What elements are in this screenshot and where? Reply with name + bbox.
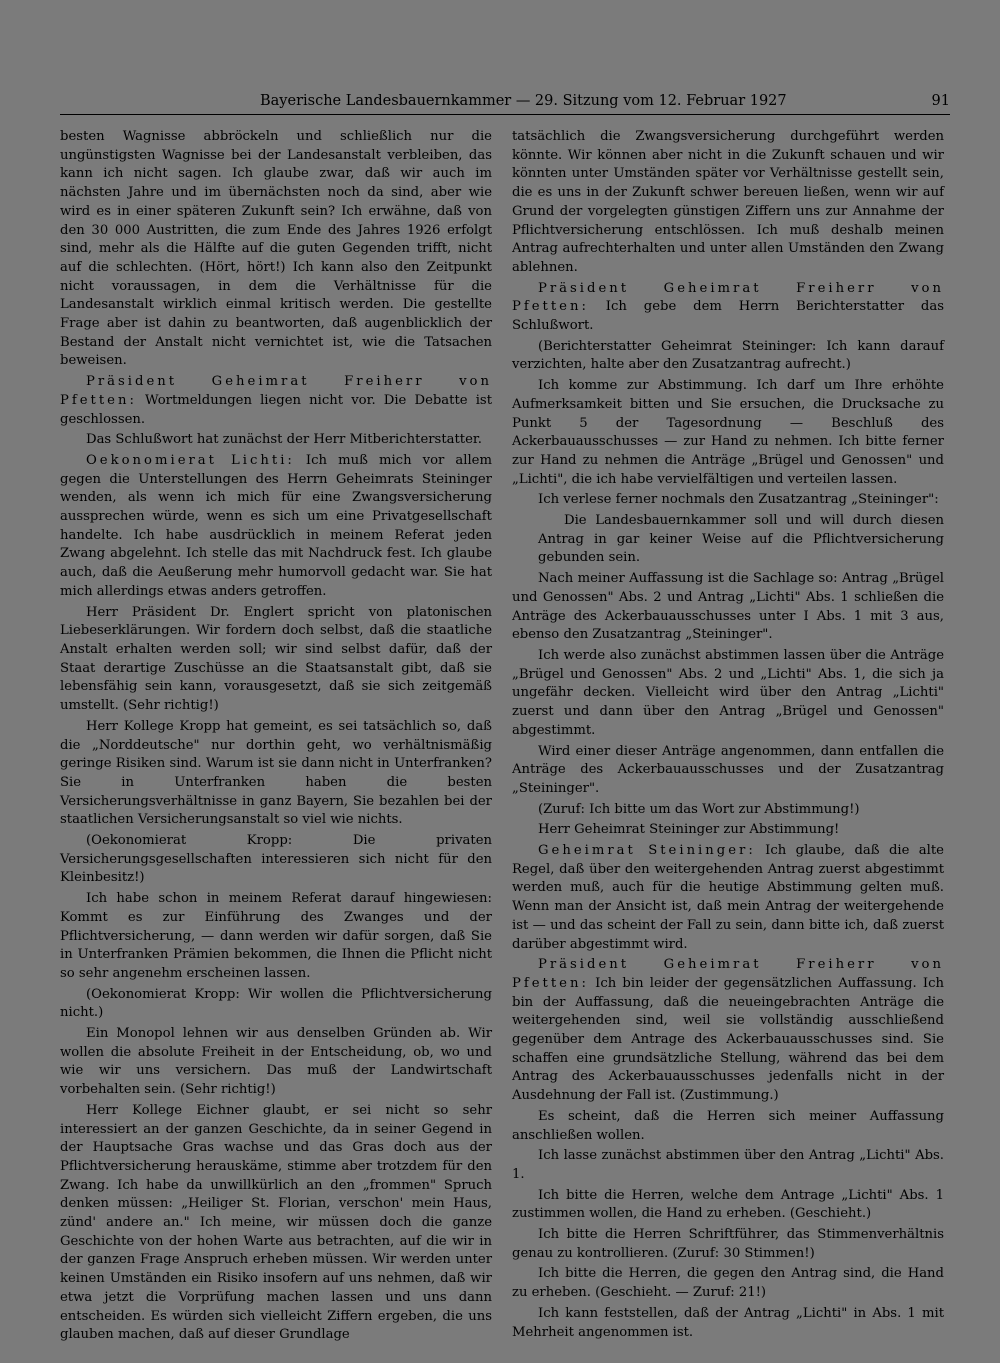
- speech-text: Ich muß mich vor allem gegen die Unterstellungen des Herrn Geheimrats Steininger wenden, als wenn ich mich für eine Zwangsversicherung aussprechen würde, wenn es sich um eine Privatgesellschaft handelte. Ich habe ausdrücklich in meinem Referat jeden Zwang abgelehnt. Ich stelle das mit Nachdruck fest. Ich glaube auch, daß die Aeußerung mehr humorvoll gedacht war. Sie hat mich allerdings etwas anders getroffen.: [60, 452, 492, 599]
- running-header: [60, 90, 950, 112]
- paragraph: Ich bitte die Herren Schriftführer, das Stimmenverhältnis genau zu kontrollieren. (Zuruf: 30 Stimmen!): [512, 1227, 944, 1261]
- paragraph: [512, 842, 944, 954]
- paragraph: Ich werde also zunächst abstimmen lassen über die Anträge „Brügel und Genossen" Abs. 2 und „Lichti" Abs. 1, die sich ja ungefähr decken. Vielleicht wird über den Antrag „Lichti" zuerst und dann über den Antrag „Brügel und Genossen" abgestimmt.: [512, 647, 944, 738]
- speech-text: Ich bin leider der gegensätzlichen Auffassung. Ich bin der Auffassung, daß die neueingebrachten Anträge die weitergehenden sind, weil sie vollständig ausschließend gegenüber dem Antrage des Ackerbauausschusses sind. Sie schaffen eine grundsätzliche Stellung, während das bei dem Antrag des Ackerbauausschusses jedenfalls nicht in der Ausdehnung der Fall ist. (Zustimmung.): [512, 975, 944, 1104]
- paragraph: (Berichterstatter Geheimrat Steininger: Ich kann darauf verzichten, halte aber den Zusatzantrag aufrecht.): [512, 338, 944, 373]
- paragraph: Es scheint, daß die Herren sich meiner Auffassung anschließen wollen.: [512, 1108, 944, 1143]
- paragraph: Nach meiner Auffassung ist die Sachlage so: Antrag „Brügel und Genossen" Abs. 2 und Antrag „Lichti" Abs. 1 schließen die Anträge des Ackerbauausschusses unter I Abs. 1 mit 3 aus, ebenso den Zusatzantrag „Steininger".: [512, 571, 944, 643]
- paragraph: Herr Kollege Eichner glaubt, er sei nicht so sehr interessiert an der ganzen Geschichte, da in seiner Gegend in der Hauptsache Gras wachse und das Gras doch aus der Pflichtversicherung herauskäme, stimme aber trotzdem für den Zwang. Ich habe da unwillkürlich an den „frommen" Spruch denken müssen: „Heiliger St. Florian, verschon' mein Haus, zünd' andere an." Ich meine, wir müssen doch die ganze Geschichte von der hohen Warte aus betrachten, auf die wir in der ganzen Frage Anspruch erheben müssen. Wir werden unter keinen Umständen ein Risiko insofern auf uns nehmen, daß wir etwa jetzt die Vorprüfung machen lassen und uns dann entscheiden. Es würden sich vielleicht Ziffern ergeben, die uns glauben machen, daß auf dieser Grundlage: [60, 1102, 492, 1343]
- paragraph: Herr Kollege Kropp hat gemeint, es sei tatsächlich so, daß die „Norddeutsche" nur dorthin geht, wo verhältnismäßig geringe Risiken sind. Warum ist sie dann nicht in Unterfranken? Sie in Unterfranken haben die besten Versicherungsverhältnisse in ganz Bayern, Sie bezahlen bei der staatlichen Versicherungsanstalt so viel wie nichts.: [60, 718, 492, 828]
- speaker-name: Präsident Geheimrat Freiherr von Pfetten:: [512, 280, 944, 315]
- page-number: 91: [931, 93, 950, 109]
- paragraph: tatsächlich die Zwangsversicherung durchgeführt werden könnte. Wir können aber nicht in die Zukunft schauen und wir könnten unter Umständen später vor Verhältnisse gestellt sein, die es uns in der Zukunft schwer bereuen ließen, wenn wir auf Grund der vorgelegten günstigen Ziffern uns zur Annahme der Pflichtversicherung entschlössen. Ich muß deshalb meinen Antrag aufrechterhalten und unter allen Umständen den Zwang ablehnen.: [512, 129, 944, 275]
- paragraph: Ich bitte die Herren, welche dem Antrage „Lichti" Abs. 1 zustimmen wollen, die Hand zu erheben. (Geschieht.): [512, 1187, 944, 1222]
- speech-text: Wortmeldungen liegen nicht vor. Die Debatte ist geschlossen.: [60, 392, 492, 427]
- paragraph: (Zuruf: Ich bitte um das Wort zur Abstimmung!): [538, 801, 860, 817]
- speaker-name: Geheimrat Steininger:: [538, 843, 756, 859]
- paragraph: besten Wagnisse abbröckeln und schließlich nur die ungünstigsten Wagnisse bei der Landesanstalt verbleiben, das kann ich nicht sagen. Ich glaube zwar, daß wir auch im nächsten Jahre und im übernächsten noch da sind, aber wie wird es in einer späteren Zukunft sein? Ich erwähne, daß von den 30 000 Austritten, die zum Ende des Jahres 1926 erfolgt sind, mehr als die Hälfte auf die guten Gegenden trifft, nicht auf die schlechten. (Hört, hört!) Ich kann also den Zeitpunkt nicht voraussagen, in dem die Verhältnisse für die Landesanstalt wirklich einmal kritisch werden. Die gestellte Frage aber ist dahin zu beantworten, daß augenblicklich der Bestand der Anstalt nicht vernichtet ist, wie die Tatsachen beweisen.: [60, 129, 492, 369]
- paragraph: (Oekonomierat Kropp: Die privaten Versicherungsgesellschaften interessieren sich nicht für den Kleinbesitz!): [60, 833, 492, 886]
- speaker-name: Präsident Geheimrat Freiherr von Pfetten:: [60, 374, 492, 408]
- speaker-name: Präsident Geheimrat Freiherr von Pfetten:: [512, 957, 944, 991]
- paragraph: [512, 956, 944, 1106]
- paragraph: Das Schlußwort hat zunächst der Herr Mitberichterstatter.: [86, 432, 482, 448]
- paragraph: Herr Geheimrat Steininger zur Abstimmung!: [538, 822, 840, 838]
- header-title: Bayerische Landesbauernkammer — 29. Sitzung vom 12. Februar 1927: [260, 93, 787, 109]
- paragraph: Ich bitte die Herren, die gegen den Antrag sind, die Hand zu erheben. (Geschieht. — Zuruf: 21!): [512, 1266, 944, 1301]
- left-column: [60, 128, 492, 1347]
- paragraph: Ich komme zur Abstimmung. Ich darf um Ihre erhöhte Aufmerksamkeit bitten und Sie ersuchen, die Drucksache zu Punkt 5 der Tagesordnung — Beschluß des Ackerbauausschusses — zur Hand zu nehmen. Ich bitte ferner zur Hand zu nehmen die Anträge „Brügel und Genossen" und „Lichti", die ich habe vervielfältigen und verteilen lassen.: [512, 378, 944, 487]
- paragraph: Wird einer dieser Anträge angenommen, dann entfallen die Anträge des Ackerbauausschusses und der Zusatzantrag „Steininger".: [512, 743, 944, 796]
- paragraph: Herr Präsident Dr. Englert spricht von platonischen Liebeserklärungen. Wir fordern doch selbst, daß die staatliche Anstalt erhalten werden soll; wir sind selbst dafür, daß der Staat derartige Zuschüsse an die Staatsanstalt gibt, daß sie lebensfähig sein kann, vorausgesetzt, daß sie sich zeitgemäß umstellt. (Sehr richtig!): [60, 604, 492, 714]
- speaker-name: Oekonomierat Lichti:: [86, 452, 295, 468]
- speech-text: Ich glaube, daß die alte Regel, daß über den weitergehenden Antrag zuerst abgestimmt werden muß, auch für die heutige Abstimmung gelten muß. Wenn man der Ansicht ist, daß mein Antrag der weitergehende ist — und das scheint der Fall zu sein, dann bitte ich, daß zuerst darüber abgestimmt wird.: [512, 843, 944, 952]
- paragraph: [60, 373, 492, 429]
- header-rule: [60, 114, 950, 115]
- speech-text: Ich gebe dem Herrn Berichterstatter das Schlußwort.: [512, 299, 944, 334]
- quoted-motion: Die Landesbauernkammer soll und will durch diesen Antrag in gar keiner Weise auf die Pflichtversicherung gebunden sein.: [538, 513, 944, 566]
- paragraph: Ein Monopol lehnen wir aus denselben Gründen ab. Wir wollen die absolute Freiheit in der Entscheidung, ob, wo und wie wir uns versichern. Das muß der Landwirtschaft vorbehalten sein. (Sehr richtig!): [60, 1026, 492, 1098]
- right-column: [512, 128, 944, 1344]
- paragraph: [512, 280, 944, 336]
- paragraph: Ich verlese ferner nochmals den Zusatzantrag „Steininger":: [538, 492, 939, 508]
- paragraph: Ich lasse zunächst abstimmen über den Antrag „Lichti" Abs. 1.: [512, 1148, 944, 1182]
- paragraph: (Oekonomierat Kropp: Wir wollen die Pflichtversicherung nicht.): [60, 986, 492, 1021]
- paragraph: [60, 452, 492, 602]
- paragraph: Ich kann feststellen, daß der Antrag „Lichti" in Abs. 1 mit Mehrheit angenommen ist.: [512, 1305, 944, 1340]
- paragraph: Ich habe schon in meinem Referat darauf hingewiesen: Kommt es zur Einführung des Zwanges und der Pflichtversicherung, — dann werden wir dafür sorgen, daß Sie in Unterfranken Prämien bekommen, die Ihnen die Pflicht nicht so sehr angenehm erscheinen lassen.: [60, 891, 492, 981]
